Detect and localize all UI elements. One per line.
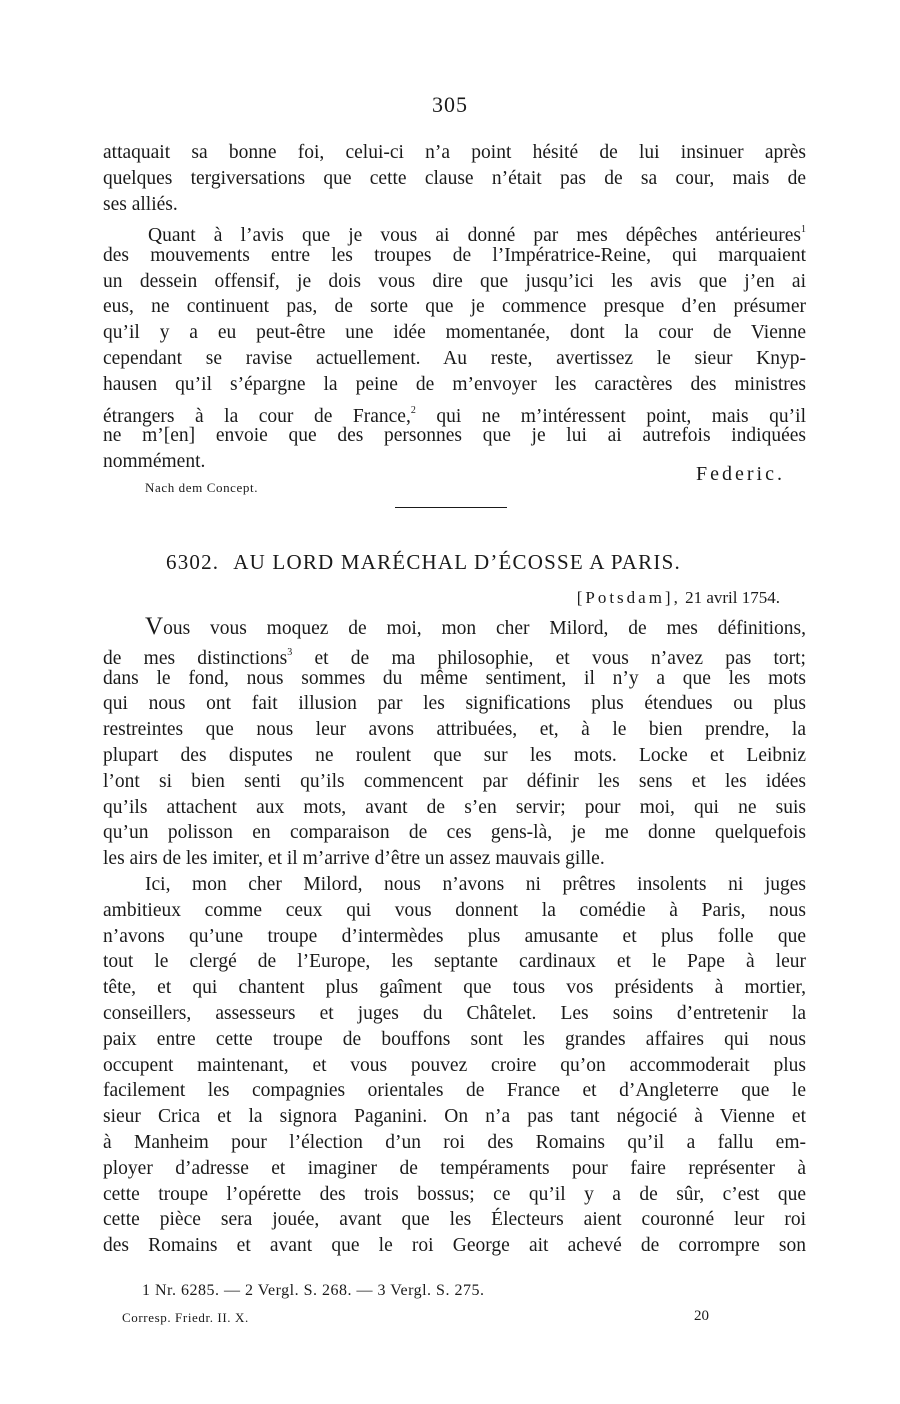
text-line: cependant se ravise actuellement. Au reste, avertissez le sieur Knyp- [103, 347, 806, 369]
footnotes: 1 Nr. 6285. — 2 Vergl. S. 268. — 3 Vergl. S. 275. [142, 1282, 485, 1299]
text-span: ous vous moquez de moi, mon cher Milord, de mes définitions, [163, 618, 806, 639]
text-line: hausen qu’il s’épargne la peine de m’envoyer les caractères des ministres [103, 373, 806, 395]
text-line: tête, et qui chantent plus gaîment que tous vos présidents à mortier, [103, 977, 806, 999]
text-line: qu’un polisson en comparaison de ces gens-là, je me donne quelquefois [103, 822, 806, 844]
letter-title: AU LORD MARÉCHAL D’ÉCOSSE A PARIS. [233, 550, 681, 574]
text-line: conseillers, assesseurs et juges du Châtelet. Les soins d’entretenir la [103, 1002, 806, 1024]
text-line: occupent maintenant, et vous pouvez croire qu’on accommoderait plus [103, 1054, 806, 1076]
text-line: sieur Crica et la signora Paganini. On n’a pas tant négocié à Vienne et [103, 1106, 806, 1128]
text-line: tout le clergé de l’Europe, les septante cardinaux et le Pape à leur [103, 951, 806, 973]
text-line: qui nous ont fait illusion par les significations plus étendues ou plus [103, 693, 806, 715]
text-line: ployer d’adresse et imaginer de tempéraments pour faire représenter à [103, 1157, 806, 1179]
text-span: qui ne m’intéressent point, mais qu’il [415, 405, 806, 427]
text-line: eus, ne continuent pas, de sorte que je commence presque d’en présumer [103, 296, 806, 318]
text-line: à Manheim pour l’élection d’un roi des Romains qu’il a fallu em- [103, 1131, 806, 1153]
page-number: 305 [432, 92, 468, 117]
paragraph-troupe [103, 872, 806, 1259]
text-line: un dessein offensif, je dois vous dire que jusqu’ici les avis que j’en ai [103, 270, 806, 292]
text-line: n’avons qu’une troupe d’intermèdes plus amusante et plus folle que [103, 925, 806, 947]
text-line [103, 614, 806, 640]
text-span: de mes distinctions [103, 647, 288, 669]
text-line: quelques tergiversations que cette clause n’était pas de sa cour, mais de [103, 167, 806, 189]
text-line: l’ont si bien senti qu’ils commencent par définir les sens et les idées [103, 770, 806, 792]
text-line: ne m’[en] envoie que des personnes que je lui ai autrefois indiquées [103, 425, 806, 447]
text-line [103, 398, 806, 427]
text-line: dans le fond, nous sommes du même sentiment, il n’y a que les mots [103, 667, 806, 689]
text-line: les airs de les imiter, et il m’arrive d’être un assez mauvais gille. [103, 848, 605, 870]
dateline [577, 588, 780, 608]
initial-letter: V [145, 613, 164, 640]
text-line [103, 217, 806, 246]
paragraph-troop-movements [103, 217, 806, 475]
text-line: restreintes que nous leur avons attribuées, et, à le bien prendre, la [103, 719, 806, 741]
text-line: des mouvements entre les troupes de l’Impératrice-Reine, qui marquaient [103, 244, 806, 266]
dateline-date: 21 avril 1754. [685, 588, 780, 607]
text-span: étrangers à la cour de France, [103, 405, 411, 427]
text-line: ambitieux comme ceux qui vous donnent la comédie à Paris, nous [103, 899, 806, 921]
text-line: paix entre cette troupe de bouffons sont les grandes affaires qui nous [103, 1028, 806, 1050]
dateline-place: [Potsdam], [576, 588, 681, 607]
signature-mark: 20 [694, 1308, 709, 1324]
text-line: nommément. [103, 451, 206, 473]
signature: Federic. [696, 463, 785, 485]
paragraph-definitions [103, 614, 806, 872]
footnote-mark: 1 [801, 224, 806, 235]
letter-number: 6302. [166, 550, 220, 574]
text-line: qu’il y a eu peut-être une idée momentanée, dont la cour de Vienne [103, 322, 806, 344]
footnote-mark: 3 [287, 646, 293, 658]
text-line: qu’ils attachent aux mots, avant de s’en servir; pour moi, qui ne suis [103, 796, 806, 818]
running-footer: Corresp. Friedr. II. X. [122, 1310, 249, 1325]
text-line [103, 640, 806, 669]
letter-heading [166, 550, 681, 575]
text-line: attaquait sa bonne foi, celui-ci n’a point hésité de lui insinuer après [103, 142, 806, 163]
footnote-mark: 2 [410, 404, 416, 416]
text-line: des Romains et avant que le roi George ait achevé de corrompre son [103, 1235, 806, 1257]
text-line: Ici, mon cher Milord, nous n’avons ni prêtres insolents ni juges [145, 874, 806, 895]
text-line: facilement les compagnies orientales de France et d’Angleterre que le [103, 1080, 806, 1102]
continuation-paragraph [103, 140, 806, 217]
section-divider [395, 507, 507, 508]
text-line: ses alliés. [103, 193, 178, 215]
source-note: Nach dem Concept. [145, 480, 259, 495]
text-line: cette pièce sera jouée, avant que les Électeurs aient couronné leur roi [103, 1209, 806, 1231]
text-line: cette troupe l’opérette des trois bossus; ce qu’il y a de sûr, c’est que [103, 1183, 806, 1205]
text-line: plupart des disputes ne roulent que sur les mots. Locke et Leibniz [103, 744, 806, 766]
text-span: et de ma philosophie, et vous n’avez pas tort; [292, 647, 806, 669]
text-span: Quant à l’avis que je vous ai donné par mes dépêches antérieures [148, 225, 801, 246]
